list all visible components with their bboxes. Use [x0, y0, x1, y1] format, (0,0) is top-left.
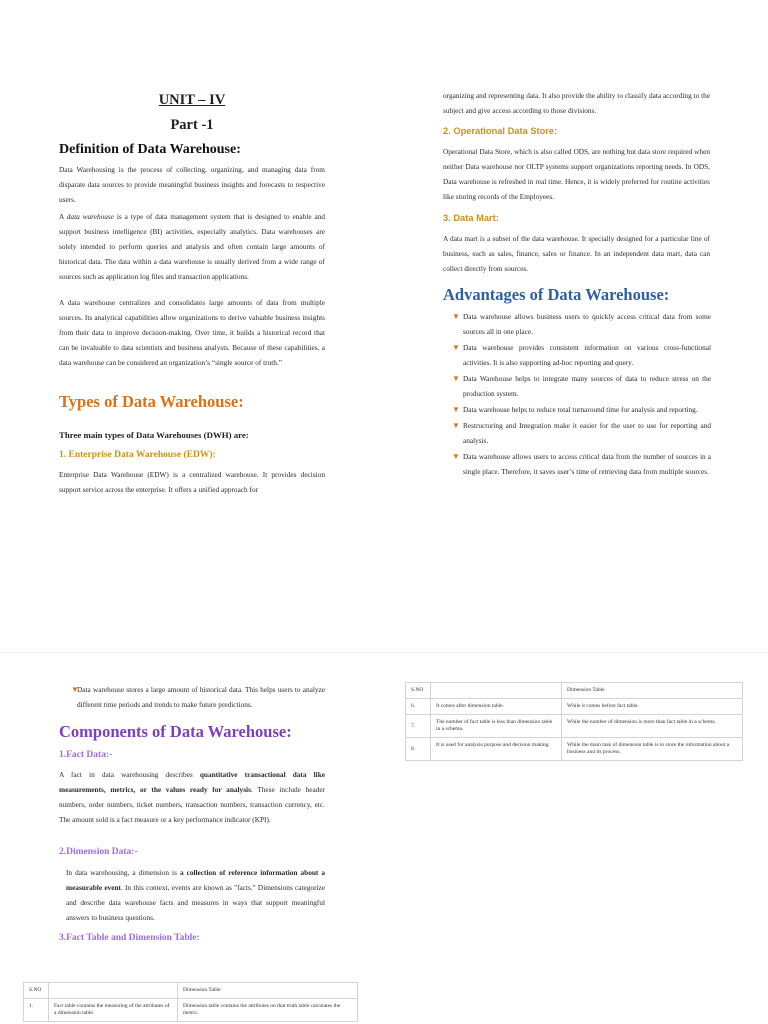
data-mart-heading: 3. Data Mart:: [443, 213, 499, 223]
table-cell: While it comes before fact table.: [562, 699, 743, 715]
data-mart-paragraph: A data mart is a subset of the data warehouse. It specially designed for a particular line of business, such as sales, finance, sales or finance. In an independent data mart, data can collect directly from sources.: [443, 234, 710, 273]
table-cell: While the main task of dimension table is to store the information about a business and its process.: [562, 738, 743, 761]
table-header-row: [24, 983, 358, 999]
table-cell: 8.: [406, 738, 431, 761]
table-cell: It comes after dimension table.: [431, 699, 562, 715]
table-header-cell: S.NO: [24, 983, 49, 999]
table-row: [406, 738, 743, 761]
advantage-item: ▼ Data Warehouse helps to integrate many sources of data to reduce stress on the production system.: [441, 371, 711, 401]
page-divider: [0, 652, 768, 653]
definition-paragraph-2: A data warehouse is a type of data management system that is designed to enable and support business intelligence (BI) activities, especially analytics. Data warehouses are solely intended to perform queries and analysis and often contain large amounts of historical data. The data within a data warehouse is usually derived from a wide range of sources such as application log files and transaction applications.: [59, 212, 325, 281]
advantage-item: ▼ Data warehouse helps to reduce total turnaround time for analysis and reporting.: [441, 402, 711, 417]
table-cell: Dimension table contains the attributes on that truth table calculates the metric.: [178, 999, 358, 1022]
down-arrow-bullet-icon: ▼: [452, 452, 460, 461]
table-row: [406, 715, 743, 738]
comparison-table-right: [405, 682, 743, 761]
definition-paragraph-3: A data warehouse centralizes and consolidates large amounts of data from multiple sources. Its analytical capabilities allow organizations to derive valuable business insights from their data to improve decision-making. Over time, it builds a historical record that can be invaluable to data scientists and business analysts. Because of these capabilities, a data warehouse can be considered an organization’s “single source of truth.”: [59, 298, 325, 367]
table-row: [24, 999, 358, 1022]
advantage-item: ▼ Data warehouse allows users to access critical data from the number of sources in a single place. Therefore, it saves user’s time of retrieving data from multiple sources.: [441, 449, 711, 479]
down-arrow-bullet-icon: ▼: [452, 421, 460, 430]
table-row: [406, 699, 743, 715]
table-cell: 1.: [24, 999, 49, 1022]
table-header-cell: [49, 983, 178, 999]
table-header-cell: Dimension Table: [562, 683, 743, 699]
table-cell: It is used for analysis purpose and decision making.: [431, 738, 562, 761]
components-heading: Components of Data Warehouse:: [59, 722, 292, 741]
edw-paragraph: Enterprise Data Warehouse (EDW) is a centralized warehouse. It provides decision support service across the enterprise. It offers a unified approach for: [59, 470, 325, 494]
types-heading: Types of Data Warehouse:: [59, 392, 244, 411]
definition-heading: Definition of Data Warehouse:: [59, 142, 241, 157]
definition-paragraph-1: Data Warehousing is the process of collecting, organizing, and managing data from disparate data sources to provide meaningful business insights and forecasts to respective users.: [59, 165, 325, 204]
edw-heading: 1. Enterprise Data Warehouse (EDW):: [59, 450, 216, 460]
dimension-data-heading: 2.Dimension Data:-: [59, 847, 138, 857]
down-arrow-bullet-icon: ▼: [452, 405, 460, 414]
table-header-row: [406, 683, 743, 699]
table-header-cell: S.NO: [406, 683, 431, 699]
advantages-heading: Advantages of Data Warehouse:: [443, 285, 670, 304]
table-header-cell: Dimension Table: [178, 983, 358, 999]
table-header-cell: [431, 683, 562, 699]
ods-heading: 2. Operational Data Store:: [443, 126, 558, 136]
advantage-item: ▼ Data warehouse allows business users to quickly access critical data from some sources all in one place.: [441, 309, 711, 339]
down-arrow-bullet-icon: ▼: [452, 343, 460, 352]
fact-data-paragraph: A fact in data warehousing describes quantitative transactional data like measurements, metrics, or the values ready for analysis. These include header numbers, order numbers, ticket numbers, transaction numbers, transaction currency, etc. The amount sold is a fact measure or a key performance indicator (KPI).: [59, 770, 325, 824]
table-cell: The number of fact table is less than dimension table in a schema.: [431, 715, 562, 738]
table-cell: 6.: [406, 699, 431, 715]
three-types-subheading: Three main types of Data Warehouses (DWH) are:: [59, 430, 249, 440]
ods-paragraph: Operational Data Store, which is also called ODS, are nothing but data store required when neither Data warehouse nor OLTP systems support organizations reporting needs. In ODS, Data warehouse is refreshed in real time. Hence, it is widely preferred for routine activities like storing records of the Employees.: [443, 147, 710, 201]
table-cell: While the number of dimension is more than fact table in a schema.: [562, 715, 743, 738]
fact-data-heading: 1.Fact Data:-: [59, 750, 113, 760]
down-arrow-bullet-icon: ▼: [452, 374, 460, 383]
storage-bullet: ▼ Data warehouse stores a large amount of historical data. This helps users to analyze different time periods and trends to make future predictions.: [59, 682, 325, 713]
table-cell: 7.: [406, 715, 431, 738]
table-cell: Fact table contains the measuring of the attributes of a dimension table.: [49, 999, 178, 1022]
comparison-table-left: [23, 982, 358, 1022]
advantage-item: ▼ Restructuring and Integration make it easier for the user to use for reporting and analysis.: [441, 418, 711, 448]
fact-dimension-table-heading: 3.Fact Table and Dimension Table:: [59, 933, 200, 943]
down-arrow-bullet-icon: ▼: [71, 685, 79, 694]
advantage-item: ▼ Data warehouse provides consistent information on various cross-functional activities. It is also supporting ad-hoc reporting and query.: [441, 340, 711, 370]
unit-title: UNIT – IV: [158, 92, 226, 108]
dimension-data-paragraph: In data warehousing, a dimension is a collection of reference information about a measurable event. In this context, events are known as "facts." Dimensions categorize and describe data warehouse facts and measures in ways that support meaningful answers to business questions.: [66, 868, 326, 922]
part-title: Part -1: [170, 117, 214, 133]
edw-continuation: organizing and representing data. It also provide the ability to classify data according to the subject and give access according to those divisions.: [443, 91, 710, 115]
down-arrow-bullet-icon: ▼: [452, 312, 460, 321]
advantages-list: [441, 309, 711, 480]
